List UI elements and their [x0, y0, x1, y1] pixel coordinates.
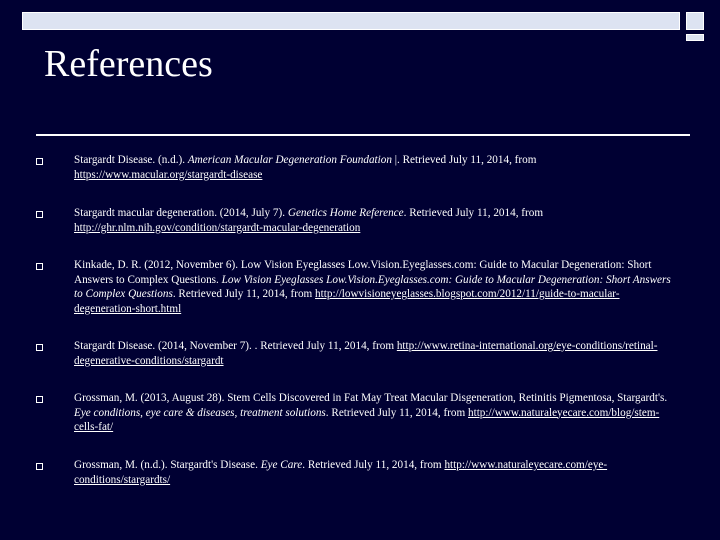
ref-text: Stargardt Disease. (n.d.). — [74, 154, 188, 166]
reference-item — [74, 153, 674, 182]
reference-item — [74, 206, 674, 235]
ref-text: Grossman, M. (2013, August 28). Stem Cells Discovered in Fat May Treat Macular Disgeneration, Retinitis Pigmentosa, Stargardt's. — [74, 392, 668, 404]
ref-source: Low Vision Eyeglasses Low.Vision.Eyeglasses.com: Guide to Macular Degeneration: Short Answers to Complex Questions — [74, 273, 671, 300]
ref-text: Stargardt Disease. (2014, November 7). . Retrieved July 11, 2014, from — [74, 340, 397, 352]
top-decorative-bar — [22, 12, 680, 30]
ref-source: Eye Care — [260, 459, 303, 471]
ref-retrieved: . Retrieved July 11, 2014, from — [403, 207, 544, 219]
bullet-square-icon — [36, 396, 43, 403]
bullet-square-icon — [36, 344, 43, 351]
ref-retrieved: . Retrieved July 11, 2014, from — [172, 288, 316, 300]
reference-item — [74, 458, 674, 487]
ref-link[interactable]: http://lowvisioneyeglasses.blogspot.com/2012/11/guide-to-macular-degeneration-short.html — [74, 288, 620, 315]
decorative-square-small — [686, 34, 704, 41]
ref-retrieved: . Retrieved July 11, 2014, from — [325, 406, 468, 419]
bullet-square-icon — [36, 463, 43, 470]
ref-text: Grossman, M. (n.d.). Stargardt's Disease. — [74, 459, 261, 471]
bullet-square-icon — [36, 263, 43, 270]
ref-source: American Macular Degeneration Foundation — [187, 154, 392, 166]
ref-source: Eye conditions, eye care & diseases, treatment solutions — [74, 406, 326, 419]
slide-title: References — [44, 43, 213, 85]
ref-link[interactable]: http://www.retina-international.org/eye-conditions/retinal-degenerative-conditions/stargardt — [74, 340, 658, 367]
ref-text: Kinkade, D. R. (2012, November 6). Low Vision Eyeglasses Low.Vision.Eyeglasses.com: Guide to Macular Degeneration: Short Answers to Complex Questions. — [74, 259, 652, 286]
ref-link[interactable]: http://ghr.nlm.nih.gov/condition/stargardt-macular-degeneration — [74, 221, 361, 234]
bullet-square-icon — [36, 211, 43, 218]
ref-retrieved: . Retrieved July 11, 2014, from — [302, 459, 445, 471]
ref-link[interactable]: https://www.macular.org/stargardt-disease — [74, 168, 263, 181]
title-divider — [36, 134, 690, 136]
bullet-square-icon — [36, 158, 43, 165]
ref-retrieved: |. Retrieved July 11, 2014, from — [391, 154, 537, 166]
ref-text: Stargardt macular degeneration. (2014, July 7). — [74, 207, 288, 219]
ref-link[interactable]: http://www.naturaleyecare.com/eye-conditions/stargardts/ — [74, 459, 608, 486]
reference-item — [74, 391, 674, 435]
reference-item — [74, 258, 674, 316]
decorative-square — [686, 12, 704, 30]
reference-item — [74, 339, 674, 368]
ref-source: Genetics Home Reference — [287, 207, 404, 219]
ref-link[interactable]: http://www.naturaleyecare.com/blog/stem-cells-fat/ — [74, 406, 660, 433]
